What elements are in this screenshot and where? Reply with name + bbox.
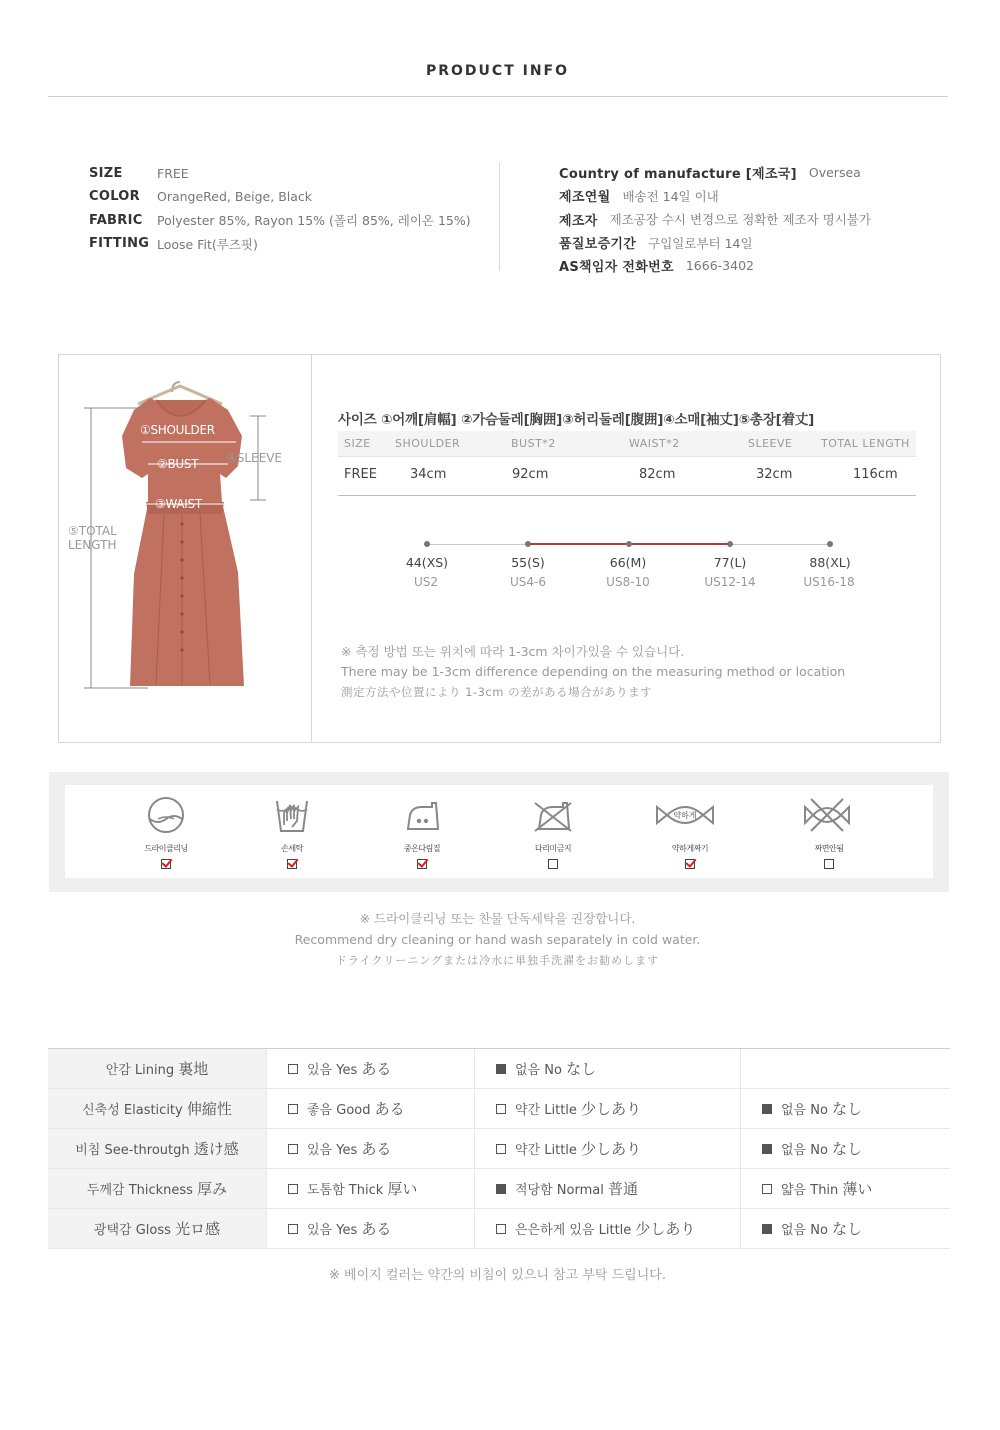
size-table-bottom-rule bbox=[338, 495, 916, 496]
manufacture-value: Oversea bbox=[808, 165, 861, 181]
col-bust: BUST*2 bbox=[511, 437, 556, 450]
info-divider bbox=[499, 163, 500, 271]
spec-key: SIZE bbox=[89, 166, 123, 182]
attr-label bbox=[48, 1209, 266, 1248]
manufacture-info-list bbox=[559, 161, 871, 277]
spec-row-fitting bbox=[89, 232, 471, 255]
attr-label bbox=[48, 1049, 266, 1088]
manufacture-key: 제조연월 bbox=[559, 190, 611, 206]
no-wring-icon bbox=[803, 795, 851, 835]
option-text: 없음 No bbox=[515, 1063, 562, 1078]
care-item-no-iron bbox=[513, 795, 593, 873]
col-total-length: TOTAL LENGTH bbox=[821, 437, 910, 450]
manufacture-key: 제조자 bbox=[559, 213, 598, 229]
option-jp: ある bbox=[361, 1060, 392, 1078]
measurement-note-en: There may be 1-3cm difference depending on the measuring method or location bbox=[341, 664, 846, 679]
manufacture-key: AS책임자 전화번호 bbox=[559, 260, 674, 276]
care-name: 손세탁 bbox=[281, 844, 303, 853]
option-jp: なし bbox=[832, 1100, 863, 1118]
size-scale-us: US8-10 bbox=[606, 575, 650, 589]
spec-key: COLOR bbox=[89, 189, 140, 205]
shoulder-label: ①SHOULDER bbox=[140, 423, 215, 437]
attr-option bbox=[266, 1089, 474, 1128]
attr-label-text: 신축성 Elasticity bbox=[82, 1103, 183, 1118]
option-text: 적당함 Normal bbox=[515, 1183, 604, 1198]
size-scale-us: US2 bbox=[413, 575, 439, 589]
spec-row-color bbox=[89, 185, 471, 208]
size-scale-us: US16-18 bbox=[803, 575, 855, 589]
attr-row-gloss bbox=[48, 1209, 950, 1249]
manufacture-row-warranty bbox=[559, 231, 871, 254]
option-text: 도톰함 Thick bbox=[307, 1183, 384, 1198]
care-note-ko: ※ 드라이클리닝 또는 찬물 단독세탁을 권장합니다. bbox=[359, 911, 636, 926]
manufacture-row-date bbox=[559, 184, 871, 207]
cell-shoulder: 34cm bbox=[410, 467, 447, 482]
attr-option bbox=[740, 1209, 950, 1248]
size-scale-label: 55(S) bbox=[511, 555, 545, 570]
size-scale-us: US12-14 bbox=[704, 575, 756, 589]
col-sleeve: SLEEVE bbox=[748, 437, 793, 450]
option-text: 없음 No bbox=[781, 1223, 828, 1238]
care-checkbox bbox=[548, 859, 558, 869]
size-scale-dot bbox=[424, 541, 430, 547]
size-scale-label: 77(L) bbox=[713, 555, 747, 570]
spec-row-fabric bbox=[89, 209, 471, 232]
product-spec-list bbox=[89, 162, 471, 255]
care-item-iron-medium bbox=[382, 795, 462, 873]
attr-option-empty bbox=[740, 1049, 950, 1088]
option-text: 있음 Yes bbox=[307, 1223, 358, 1238]
option-checkbox bbox=[496, 1224, 506, 1234]
option-jp: ある bbox=[361, 1220, 392, 1238]
spec-value: OrangeRed, Beige, Black bbox=[157, 189, 313, 205]
spec-key: FITTING bbox=[89, 236, 150, 252]
cell-sleeve: 32cm bbox=[756, 467, 793, 482]
care-name: 드라이클리닝 bbox=[144, 844, 188, 853]
option-checkbox bbox=[288, 1064, 298, 1074]
option-checkbox bbox=[762, 1224, 772, 1234]
attr-label-text: 두께감 Thickness bbox=[86, 1183, 193, 1198]
total-length-label-2: LENGTH bbox=[68, 538, 117, 552]
option-checkbox bbox=[762, 1144, 772, 1154]
cell-waist: 82cm bbox=[639, 467, 676, 482]
attr-option bbox=[740, 1089, 950, 1128]
attr-option bbox=[474, 1049, 740, 1088]
spec-key: FABRIC bbox=[89, 212, 143, 228]
col-shoulder: SHOULDER bbox=[395, 437, 461, 450]
attr-option bbox=[266, 1049, 474, 1088]
size-table-heading: 사이즈 ①어깨[肩幅] ②가슴둘레[胸囲]③허리둘레[腹囲]④소매[袖丈]⑤총장[着丈] bbox=[338, 408, 916, 432]
fabric-attribute-table bbox=[48, 1048, 950, 1249]
manufacture-key: 품질보증기간 bbox=[559, 237, 637, 253]
option-text: 있음 Yes bbox=[307, 1143, 358, 1158]
measurement-note bbox=[341, 642, 845, 702]
total-length-label-1: ⑤TOTAL bbox=[68, 524, 117, 538]
iron-medium-icon bbox=[402, 795, 442, 835]
col-size: SIZE bbox=[344, 437, 371, 450]
care-checkbox bbox=[417, 859, 427, 869]
care-checkbox bbox=[287, 859, 297, 869]
option-checkbox bbox=[288, 1104, 298, 1114]
spec-value: Polyester 85%, Rayon 15% (폴리 85%, 레이온 15%) bbox=[157, 213, 471, 229]
option-checkbox bbox=[496, 1184, 506, 1194]
option-text: 있음 Yes bbox=[307, 1063, 358, 1078]
attr-label-jp: 厚み bbox=[197, 1180, 228, 1198]
option-jp: 薄い bbox=[842, 1180, 873, 1198]
title-divider bbox=[48, 96, 948, 97]
option-text: 얇음 Thin bbox=[781, 1183, 839, 1198]
cell-total-length: 116cm bbox=[853, 467, 898, 482]
care-note-en: Recommend dry cleaning or hand wash separately in cold water. bbox=[294, 932, 701, 947]
attr-option bbox=[740, 1169, 950, 1208]
care-checkbox bbox=[824, 859, 834, 869]
manufacture-key: Country of manufacture [제조국] bbox=[559, 167, 797, 183]
care-name: 중온다림질 bbox=[403, 844, 441, 853]
size-scale-dot bbox=[626, 541, 632, 547]
size-scale-label: 44(XS) bbox=[405, 555, 449, 570]
size-scale-us: US4-6 bbox=[510, 575, 546, 589]
attr-label-jp: 透け感 bbox=[193, 1140, 239, 1158]
care-notes bbox=[0, 908, 995, 971]
size-panel-divider bbox=[311, 354, 312, 743]
attr-label bbox=[48, 1129, 266, 1168]
care-item-no-wring bbox=[789, 795, 869, 873]
option-text: 없음 No bbox=[781, 1143, 828, 1158]
option-jp: なし bbox=[832, 1140, 863, 1158]
attr-option bbox=[474, 1209, 740, 1248]
attr-option bbox=[474, 1129, 740, 1168]
size-scale-dot bbox=[727, 541, 733, 547]
option-jp: なし bbox=[566, 1060, 597, 1078]
col-waist: WAIST*2 bbox=[629, 437, 680, 450]
care-checkbox bbox=[685, 859, 695, 869]
care-checkbox bbox=[161, 859, 171, 869]
spec-value: FREE bbox=[157, 166, 189, 182]
option-checkbox bbox=[496, 1064, 506, 1074]
option-text: 약간 Little bbox=[515, 1143, 577, 1158]
manufacture-row-country bbox=[559, 161, 871, 184]
option-jp: ある bbox=[361, 1140, 392, 1158]
gentle-wring-text: 약하게 bbox=[673, 811, 697, 820]
care-item-hand-wash bbox=[252, 795, 332, 873]
option-checkbox bbox=[288, 1224, 298, 1234]
size-scale-label: 88(XL) bbox=[809, 555, 851, 570]
dry-clean-icon bbox=[146, 795, 186, 835]
attr-label-jp: 伸縮性 bbox=[186, 1100, 232, 1118]
care-name: 약하게짜기 bbox=[671, 844, 709, 853]
option-jp: 厚い bbox=[387, 1180, 418, 1198]
care-item-dry-clean bbox=[126, 795, 206, 873]
attr-option bbox=[266, 1169, 474, 1208]
option-jp: 少しあり bbox=[581, 1100, 642, 1118]
manufacture-row-as-phone bbox=[559, 254, 871, 277]
option-text: 약간 Little bbox=[515, 1103, 577, 1118]
bust-label: ②BUST bbox=[157, 457, 199, 471]
option-text: 없음 No bbox=[781, 1103, 828, 1118]
attr-label bbox=[48, 1089, 266, 1128]
spec-value: Loose Fit(루즈핏) bbox=[157, 236, 258, 252]
attr-label-text: 비침 See-throutgh bbox=[75, 1143, 190, 1158]
attr-label-jp: 裏地 bbox=[178, 1060, 209, 1078]
attr-label-text: 광택감 Gloss bbox=[93, 1223, 171, 1238]
manufacture-value: 배송전 14일 이내 bbox=[622, 188, 719, 204]
measurement-note-ko: ※ 측정 방법 또는 위치에 따라 1-3cm 차이가있을 수 있습니다. bbox=[341, 644, 685, 659]
care-name: 다리미금지 bbox=[534, 844, 572, 853]
care-item-gentle-wring bbox=[650, 795, 730, 873]
size-scale-dot bbox=[525, 541, 531, 547]
attr-option bbox=[474, 1169, 740, 1208]
option-checkbox bbox=[496, 1144, 506, 1154]
attr-row-thickness bbox=[48, 1169, 950, 1209]
option-jp: 少しあり bbox=[581, 1140, 642, 1158]
cell-bust: 92cm bbox=[512, 467, 549, 482]
hand-wash-icon bbox=[272, 795, 312, 835]
option-checkbox bbox=[762, 1104, 772, 1114]
option-checkbox bbox=[762, 1184, 772, 1194]
gentle-wring-icon bbox=[655, 795, 715, 835]
attr-option bbox=[474, 1089, 740, 1128]
manufacture-value: 구입일로부터 14일 bbox=[648, 235, 753, 251]
care-note-jp: ドライクリーニングまたは冷水に単独手洗濯をお勧めします bbox=[335, 954, 660, 967]
size-scale-label: 66(M) bbox=[609, 555, 647, 570]
waist-label: ③WAIST bbox=[155, 497, 202, 511]
no-iron-icon bbox=[533, 795, 573, 835]
option-checkbox bbox=[288, 1144, 298, 1154]
cell-size: FREE bbox=[344, 467, 377, 482]
attr-option bbox=[266, 1129, 474, 1168]
manufacture-value: 제조공장 수시 변경으로 정확한 제조자 명시불가 bbox=[609, 212, 871, 228]
page-title: PRODUCT INFO bbox=[425, 63, 570, 79]
measurement-note-jp: 測定方法や位置により 1-3cm の差がある場合があります bbox=[341, 685, 653, 699]
attr-option bbox=[266, 1209, 474, 1248]
option-jp: なし bbox=[832, 1220, 863, 1238]
attr-row-lining bbox=[48, 1049, 950, 1089]
attr-label-jp: 光ロ感 bbox=[175, 1220, 221, 1238]
option-text: 은은하게 있음 Little bbox=[515, 1223, 632, 1238]
size-table-header bbox=[338, 431, 916, 457]
beige-note: ※ 베이지 컬러는 약간의 비침이 있으니 참고 부탁 드립니다. bbox=[329, 1268, 666, 1283]
dress-measurement-diagram bbox=[60, 374, 310, 704]
option-checkbox bbox=[496, 1104, 506, 1114]
attr-label bbox=[48, 1169, 266, 1208]
attr-row-see-through bbox=[48, 1129, 950, 1169]
manufacture-row-maker bbox=[559, 208, 871, 231]
sleeve-label: ④SLEEVE bbox=[226, 451, 283, 465]
option-jp: 普通 bbox=[607, 1180, 638, 1198]
size-scale-dot bbox=[827, 541, 833, 547]
option-checkbox bbox=[288, 1184, 298, 1194]
attr-row-elasticity bbox=[48, 1089, 950, 1129]
option-jp: ある bbox=[374, 1100, 405, 1118]
attr-label-text: 안감 Lining bbox=[105, 1063, 175, 1078]
manufacture-value: 1666-3402 bbox=[685, 258, 754, 274]
care-name: 짜면안됨 bbox=[814, 844, 844, 853]
option-text: 좋음 Good bbox=[307, 1103, 371, 1118]
spec-row-size bbox=[89, 162, 471, 185]
option-jp: 少しあり bbox=[635, 1220, 696, 1238]
attr-option bbox=[740, 1129, 950, 1168]
